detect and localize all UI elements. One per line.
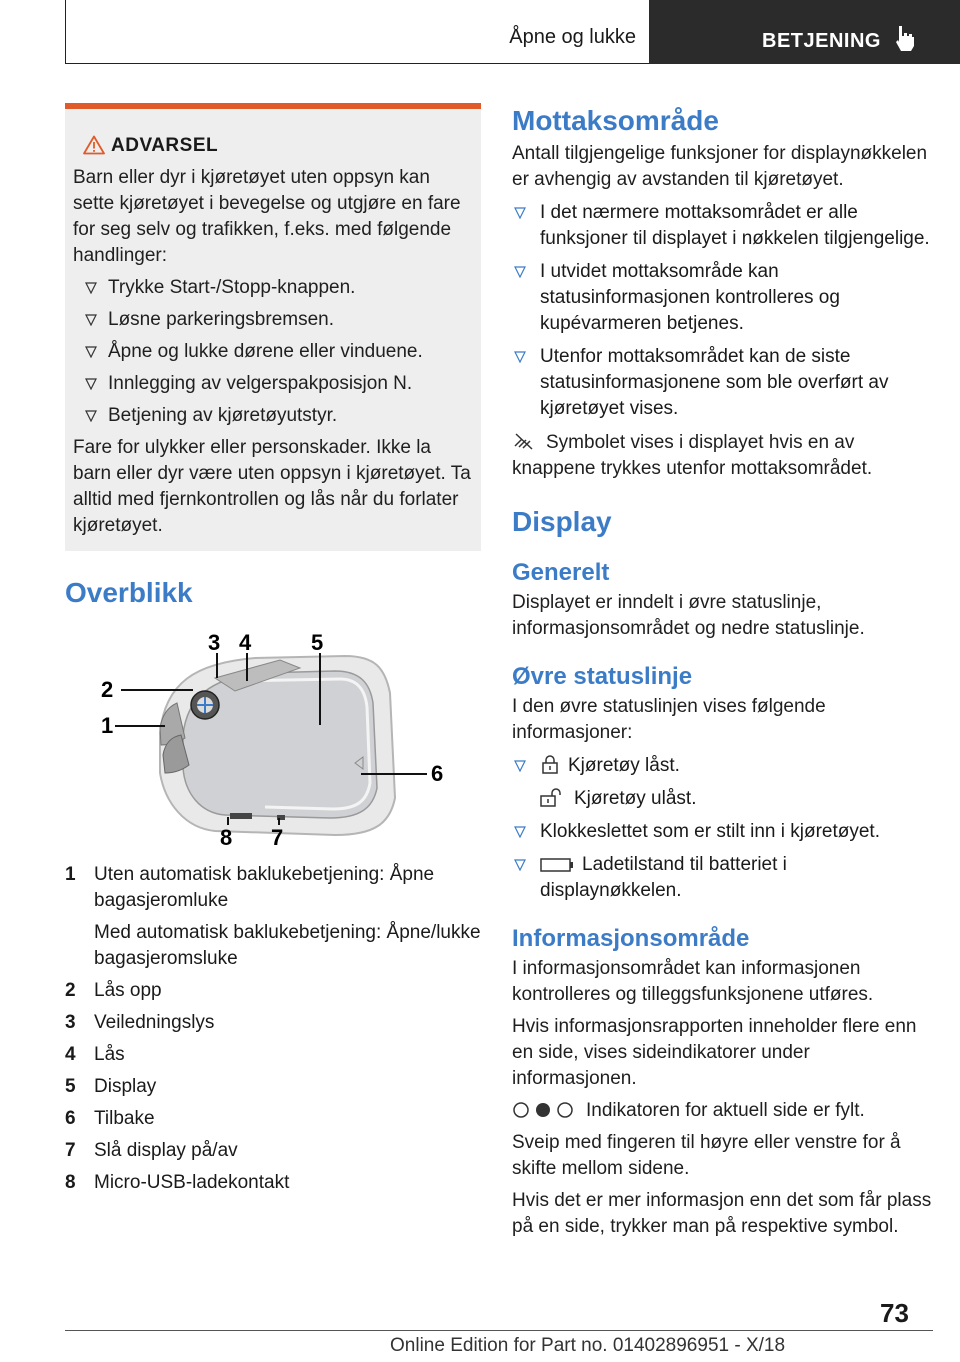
list-item: 8 Micro-USB-ladekontakt	[65, 1172, 290, 1193]
warning-item: Innlegging av velgerspakposisjon N.	[73, 371, 473, 397]
display-heading: Display	[512, 506, 612, 537]
list-item: 4 Lås	[65, 1044, 125, 1065]
warning-item: Trykke Start-/Stopp-knappen.	[73, 275, 473, 301]
upper-statusline-intro: I den øvre statuslinjen vises følgende informasjoner:	[512, 696, 826, 743]
bullet-triangle-icon	[85, 314, 97, 326]
reception-heading: Mottaksområde	[512, 105, 719, 136]
status-item-battery: Ladetilstand til batteriet i displaynøkkelen.	[512, 852, 932, 904]
warning-item: Åpne og lukke dørene eller vinduene.	[73, 339, 473, 365]
overview-heading: Overblikk	[65, 577, 193, 608]
status-item-lock: Kjøretøy låst. Kjøretøy ulåst.	[512, 753, 932, 812]
general-heading: Generelt	[512, 559, 610, 586]
info-area-heading: Informasjonsområde	[512, 925, 750, 952]
chapter-tab-label: BETJENING	[762, 30, 881, 52]
bullet-triangle-icon	[514, 826, 526, 838]
bullet-triangle-icon	[514, 207, 526, 219]
warning-title-text: ADVARSEL	[111, 135, 219, 156]
key-illustration	[65, 623, 481, 848]
status-item-clock: Klokkeslettet som er stilt inn i kjøretøyet.	[512, 819, 932, 845]
more-text: Hvis det er mer informasjon enn det som får plass på en side, trykker man på respektive symbol.	[512, 1190, 932, 1237]
component-list	[65, 862, 481, 1196]
info-area-text: I informasjonsområdet kan informasjonen kontrolleres og tilleggsfunksjonene utføres.	[512, 958, 874, 1005]
callout-number: 7	[271, 825, 284, 848]
callout-number: 8	[220, 825, 233, 848]
bullet-triangle-icon	[85, 282, 97, 294]
list-item: 7 Slå display på/av	[65, 1140, 238, 1161]
bullet-triangle-icon	[85, 378, 97, 390]
bullet-triangle-icon	[85, 346, 97, 358]
page-indicator-note: Indikatoren for aktuell side er fylt.	[512, 1098, 932, 1124]
list-item: 5 Display	[65, 1076, 157, 1097]
list-item: 6 Tilbake	[65, 1108, 155, 1129]
right-column	[512, 103, 932, 1240]
bullet-triangle-icon	[514, 760, 526, 772]
edition-text: Online Edition for Part no. 01402896951 - X/18	[390, 1335, 786, 1356]
list-item: 1 Uten automatisk baklukebetjening: Åpne bagasjeromluke Med automatisk baklukebetjening: Åpne/lukke bagasjeromsluke	[65, 864, 481, 969]
swipe-text: Sveip med fingeren til høyre eller venstre for å skifte mellom sidene.	[512, 1132, 901, 1179]
warning-title	[111, 133, 473, 159]
general-text: Displayet er inndelt i øvre statuslinje, informasjonsområdet og nedre statuslinje.	[512, 592, 865, 639]
page-indicator-icon	[512, 1101, 578, 1119]
warning-item: Betjening av kjøretøyutstyr.	[73, 403, 473, 429]
callout-number: 4	[239, 630, 252, 655]
callout-number: 5	[311, 630, 324, 655]
reception-item: I det nærmere mottaksområdet er alle funksjoner til displayet i nøkkelen tilgjengelige.	[512, 200, 932, 252]
callout-number: 3	[208, 630, 221, 655]
bullet-triangle-icon	[514, 859, 526, 871]
warning-outro: Fare for ulykker eller personskader. Ikke la barn eller dyr være uten oppsyn i kjøretøyet. Ta alltid med fjernkontrollen og lås når du forlater kjøretøyet.	[73, 437, 471, 536]
lock-open-icon	[540, 787, 566, 807]
lock-closed-icon	[540, 754, 560, 774]
warning-box	[65, 103, 481, 551]
symbol-note: Symbolet vises i displayet hvis en av knappene trykkes utenfor mottaksområdet.	[512, 432, 873, 479]
chapter-tab	[649, 0, 960, 64]
hand-pointer-icon	[893, 24, 917, 52]
info-area-text-2: Hvis informasjonsrapporten inneholder flere enn en side, vises sideindikatorer under informasjonen.	[512, 1016, 917, 1089]
no-signal-icon	[512, 431, 538, 451]
callout-number: 1	[101, 713, 114, 738]
callout-number: 2	[101, 677, 114, 702]
list-item: 3 Veiledningslys	[65, 1012, 215, 1033]
header-rule-bottom	[65, 63, 649, 64]
warning-item: Løsne parkeringsbremsen.	[73, 307, 473, 333]
bullet-triangle-icon	[514, 351, 526, 363]
page-number: 73	[880, 1298, 909, 1328]
bullet-triangle-icon	[85, 410, 97, 422]
battery-icon	[540, 857, 574, 873]
warning-triangle-icon	[83, 135, 105, 155]
bullet-triangle-icon	[514, 266, 526, 278]
reception-intro: Antall tilgjengelige funksjoner for displaynøkkelen er avhengig av avstanden til kjøretøyet.	[512, 143, 928, 190]
list-item: 2 Lås opp	[65, 980, 162, 1001]
warning-intro: Barn eller dyr i kjøretøyet uten oppsyn kan sette kjøretøyet i bevegelse og utgjøre en fare for seg selv og trafikken, f.eks. med følgende handlinger:	[73, 167, 461, 266]
left-column	[65, 103, 481, 1202]
section-title: Åpne og lukke	[509, 26, 636, 48]
upper-statusline-heading: Øvre statuslinje	[512, 663, 693, 690]
reception-item: Utenfor mottaksområdet kan de siste statusinformasjonene som ble overført av kjøretøyet vises.	[512, 344, 932, 422]
footer-rule	[65, 1330, 933, 1331]
reception-item: I utvidet mottaksområde kan statusinformasjonen kontrolleres og kupévarmeren betjenes.	[512, 259, 932, 337]
display-key-drawing	[65, 623, 481, 848]
callout-number: 6	[431, 761, 444, 786]
